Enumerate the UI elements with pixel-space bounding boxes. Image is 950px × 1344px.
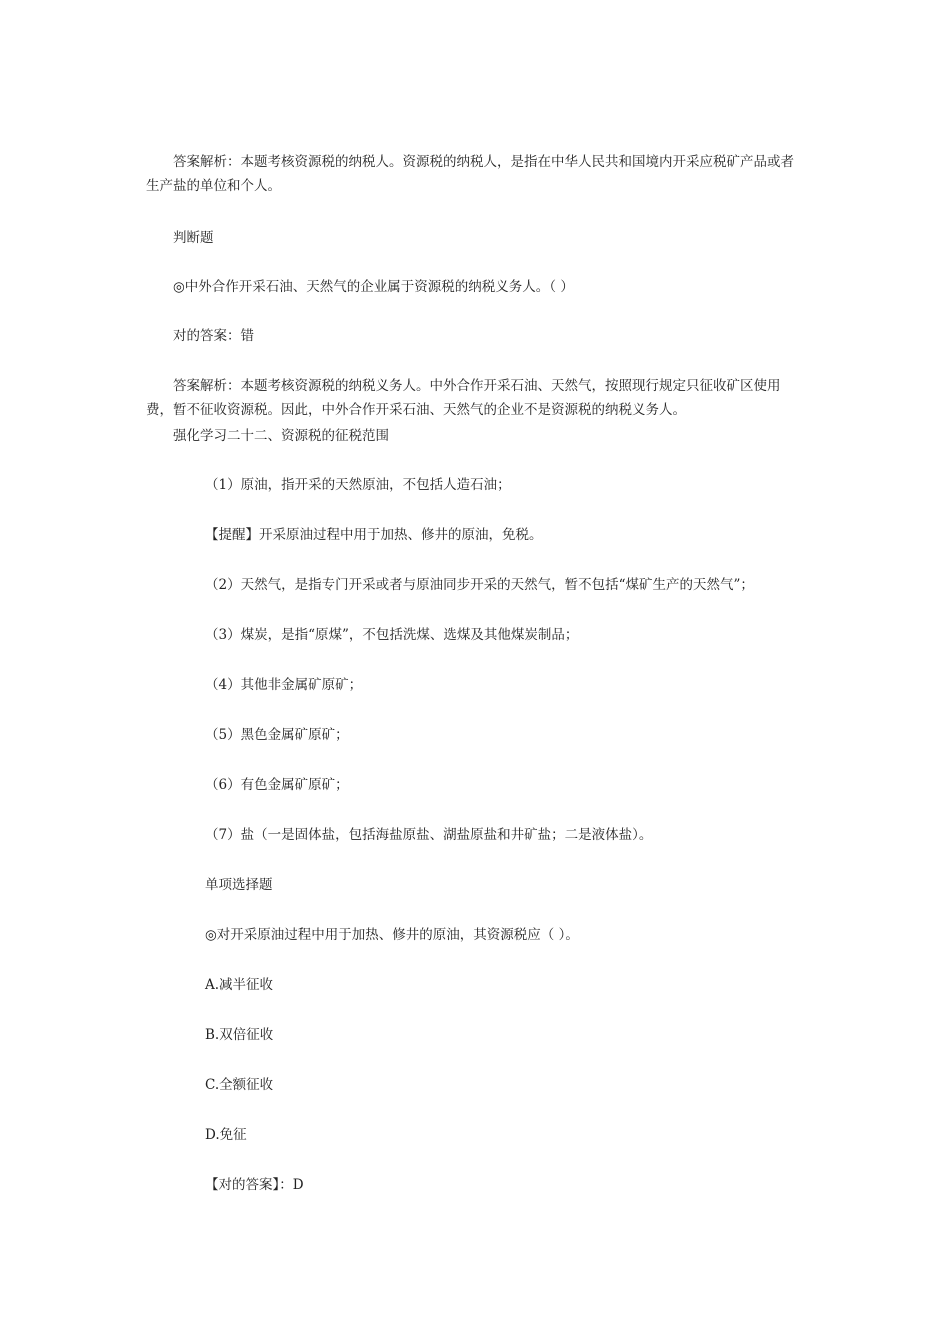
single-choice-question: ◎对开采原油过程中用于加热、修井的原油，其资源税应（ ）。 [205,927,579,943]
reminder-note: 【提醒】开采原油过程中用于加热、修井的原油，免税。 [205,527,543,543]
section-heading-single-choice: 单项选择题 [205,877,273,893]
answer-analysis-paragraph: 答案解析：本题考核资源税的纳税人。资源税的纳税人，是指在中华人民共和国境内开采应税矿产品或者生产盐的单位和个人。 [146,154,794,194]
single-choice-answer: 【对的答案】：D [205,1177,304,1193]
list-item: （2）天然气，是指专门开采或者与原油同步开采的天然气，暂不包括“煤矿生产的天然气”； [205,577,754,593]
list-item: （3）煤炭，是指“原煤”，不包括洗煤、选煤及其他煤炭制品； [205,627,579,643]
judgement-answer: 对的答案：错 [173,328,254,344]
list-item: （7）盐（一是固体盐，包括海盐原盐、湖盐原盐和井矿盐；二是液体盐）。 [205,827,653,843]
section-heading-scope: 强化学习二十二、资源税的征税范围 [173,428,389,444]
option-c: C.全额征收 [205,1077,274,1093]
answer-analysis-paragraph: 答案解析：本题考核资源税的纳税义务人。中外合作开采石油、天然气，按照现行规定只征收矿区使用费，暂不征收资源税。因此，中外合作开采石油、天然气的企业不是资源税的纳税义务人。 [146,378,781,418]
list-item: （4）其他非金属矿原矿； [205,677,363,693]
option-d: D.免征 [205,1127,247,1143]
list-item: （5）黑色金属矿原矿； [205,727,349,743]
section-heading-judgement: 判断题 [173,230,214,246]
list-item: （1）原油，指开采的天然原油，不包括人造石油； [205,477,511,493]
option-a: A.减半征收 [205,977,274,993]
list-item: （6）有色金属矿原矿； [205,777,349,793]
option-b: B.双倍征收 [205,1027,274,1043]
judgement-question: ◎中外合作开采石油、天然气的企业属于资源税的纳税义务人。（ ） [173,279,574,295]
